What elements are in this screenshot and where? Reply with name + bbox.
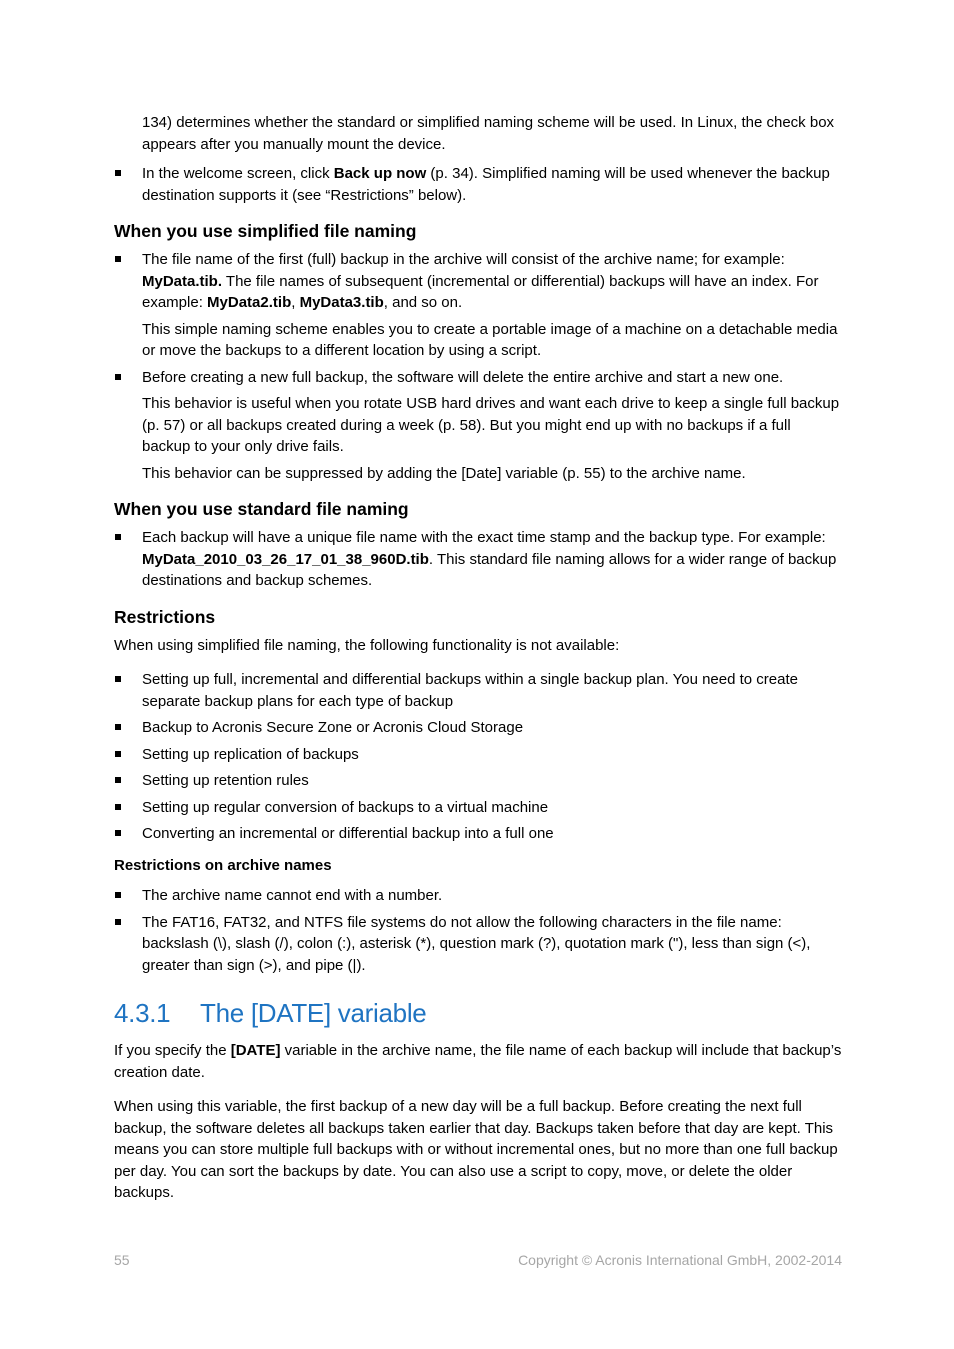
heading-simplified-naming: When you use simplified file naming — [114, 221, 417, 241]
bullet-icon — [115, 534, 121, 540]
bullet-icon — [115, 256, 121, 262]
bullet-icon — [115, 170, 121, 176]
copyright-text: Copyright © Acronis International GmbH, 2002-2014 — [518, 1252, 842, 1268]
list-item: Setting up full, incremental and differential backups within a single backup plan. You need to create separate backup plans for each type of backup — [114, 669, 842, 712]
back-up-now-label: Back up now — [333, 165, 427, 182]
bullet-icon — [115, 892, 121, 898]
document-page — [114, 112, 842, 1217]
section-number: 4.3.1 — [114, 998, 171, 1028]
bullet-icon — [115, 724, 121, 730]
bullet-icon — [115, 804, 121, 810]
section-title: The [DATE] variable — [200, 998, 427, 1028]
intro-list — [114, 163, 842, 206]
list-item: Backup to Acronis Secure Zone or Acronis Cloud Storage — [114, 717, 842, 739]
list-item-note: This simple naming scheme enables you to create a portable image of a machine on a detachable media or move the backups to a different location by using a script. — [142, 320, 838, 359]
list-item: Before creating a new full backup, the software will delete the entire archive and start a new one. This behavior is useful when you rotate USB hard drives and want each drive to keep a single full backup (p. 57) or all backups created during a week (p. 58). But you might end up with no backups if a full backup to your only drive fails. This behavior can be suppressed by adding the [Date] variable (p. 55) to the archive name. — [114, 367, 842, 485]
list-item: Setting up regular conversion of backups to a virtual machine — [114, 797, 842, 819]
intro-continuation: 134) determines whether the standard or simplified naming scheme will be used. In Linux, the check box appears after you manually mount the device. — [142, 114, 835, 153]
page-number: 55 — [114, 1252, 130, 1268]
list-item: The file name of the first (full) backup in the archive will consist of the archive name; for example: MyData.tib. The file names of subsequent (incremental or differential) backups will have an index. For example: MyData2.tib, MyData3.tib, and so on. This simple naming scheme enables you to create a portable image of a machine on a detachable media or move the backups to a different location by using a script. — [114, 249, 842, 362]
section-paragraph: When using this variable, the first backup of a new day will be a full backup. Before creating the next full backup, the software deletes all backups taken earlier that day. Backups taken before that day are kept. This means you can store multiple full backups with or without incremental ones, but no more than one full backup per day. You can sort the backups by date. You can also use a script to copy, move, or delete the older backups. — [114, 1098, 838, 1201]
list-item: The archive name cannot end with a number. — [114, 885, 842, 907]
heading-restrictions: Restrictions — [114, 606, 216, 627]
simplified-list — [114, 249, 842, 484]
bullet-icon — [115, 919, 121, 925]
list-item: Setting up replication of backups — [114, 744, 842, 766]
list-item: Each backup will have a unique file name with the exact time stamp and the backup type. For example: MyData_2010_03_26_17_01_38_960D.tib. This standard file naming allows for a wider range of backup destinations and backup schemes. — [114, 527, 842, 592]
restrictions-intro: When using simplified file naming, the following functionality is not available: — [114, 636, 620, 654]
list-item: In the welcome screen, click Back up now (p. 34). Simplified naming will be used whenever the backup destination supports it (see “Restrictions” below). — [114, 163, 842, 206]
list-item-note: This behavior is useful when you rotate USB hard drives and want each drive to keep a single full backup (p. 57) or all backups created during a week (p. 58). But you might end up with no backups if a full backup to your only drive fails. — [142, 395, 840, 455]
bullet-icon — [115, 676, 121, 682]
list-item: The FAT16, FAT32, and NTFS file systems do not allow the following characters in the file name: backslash (\), slash (/), colon (:), asterisk (*), question mark (?), quotation mark ("), less than sign (<), greater than sign (>), and pipe (|). — [114, 912, 842, 977]
list-item: Converting an incremental or differential backup into a full one — [114, 823, 842, 845]
list-item-note: This behavior can be suppressed by adding the [Date] variable (p. 55) to the archive name. — [142, 464, 746, 482]
bullet-icon — [115, 374, 121, 380]
archive-restrictions-list — [114, 885, 842, 976]
heading-standard-naming: When you use standard file naming — [114, 499, 409, 519]
standard-list — [114, 527, 842, 592]
list-item: Setting up retention rules — [114, 770, 842, 792]
heading-archive-name-restrictions: Restrictions on archive names — [114, 856, 332, 874]
bullet-icon — [115, 777, 121, 783]
section-heading — [114, 996, 842, 1030]
restrictions-list — [114, 669, 842, 845]
bullet-icon — [115, 830, 121, 836]
section-paragraph: If you specify the [DATE] variable in the archive name, the file name of each backup will include that backup’s creation date. — [114, 1042, 842, 1081]
page-footer — [114, 1252, 842, 1268]
bullet-icon — [115, 751, 121, 757]
